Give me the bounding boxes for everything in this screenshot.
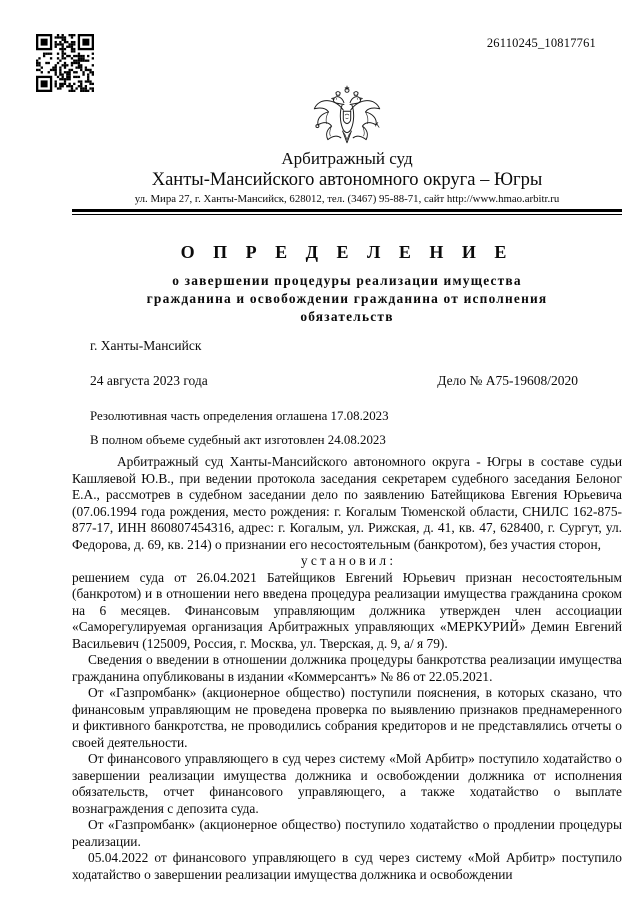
body-paragraph: От финансового управляющего в суд через систему «Мой Арбитр» поступило ходатайство о завершении реализации имущества должника и освобождении должника от исполнения обязательств, отчет финансового управляющего, а также ходатайство о выплате вознаграждения с депозита суда.	[72, 751, 622, 816]
coat-of-arms-icon	[72, 0, 622, 148]
document-title: О П Р Е Д Е Л Е Н И Е	[180, 242, 514, 262]
full-act-made-line: В полном объеме судебный акт изготовлен 24.08.2023	[90, 433, 386, 447]
intro-paragraph: Арбитражный суд Ханты-Мансийского автономного округа - Югры в составе судьи Кашляевой Ю.В., при ведении протокола заседания секретарем судебного заседания Белоног Е.А., рассмотрев в судебном заседании дело по заявлению Батейщикова Евгения Юрьевича (07.06.1994 года рождения, место рождения: г. Когалым Тюменской области, СНИЛС 162-875-877-17, ИНН 860807454316, адрес: г. Когалым, ул. Рижская, д. 41, кв. 47, 628400, г. Сургут, ул. Федорова, д. 69, кв. 214) о признании его несостоятельным (банкротом), без участия сторон,	[72, 454, 622, 552]
date-case-row	[72, 372, 622, 389]
decision-date: 24 августа 2023 года	[90, 373, 208, 388]
city-label: г. Ханты-Мансийск	[90, 338, 202, 353]
document-content	[72, 0, 622, 883]
body-paragraph: От «Газпромбанк» (акционерное общество) поступили пояснения, в которых сказано, что финансовым управляющим не проведена проверка по выявлению признаков преднамеренного и фиктивного банкротства, не проводились собрания кредиторов и не представлялись отчеты о своей деятельности.	[72, 685, 622, 750]
court-name-line1: Арбитражный суд	[281, 149, 413, 168]
case-number: Дело № А75-19608/2020	[437, 373, 578, 388]
body-paragraph: 05.04.2022 от финансового управляющего в суд через систему «Мой Арбитр» поступило ходатайство о завершении реализации имущества должника и освобождении	[72, 850, 622, 882]
document-subtitle	[72, 272, 622, 326]
body-paragraph: От «Газпромбанк» (акционерное общество) поступило ходатайство о продлении процедуры реализации.	[72, 817, 622, 849]
subtitle-line: о завершении процедуры реализации имущества	[172, 273, 522, 288]
subtitle-line: обязательств	[300, 309, 394, 324]
document-body	[72, 454, 622, 883]
body-paragraph: Сведения о введении в отношении должника процедуры банкротства реализации имущества гражданина опубликованы в издании «Коммерсантъ» № 86 от 22.05.2021.	[72, 652, 622, 684]
court-address: ул. Мира 27, г. Ханты-Мансийск, 628012, тел. (3467) 95-88-71, сайт http://www.hmao.arbitr.ru	[134, 193, 560, 205]
subtitle-line: гражданина и освобождении гражданина от исполнения	[146, 291, 548, 306]
body-paragraph: решением суда от 26.04.2021 Батейщиков Евгений Юрьевич признан несостоятельным (банкротом) и в отношении него введена процедура реализации имущества гражданина сроком на 6 месяцев. Финансовым управляющим должника утвержден член ассоциации «Саморегулируемая организация Арбитражных управляющих «МЕРКУРИЙ» Демин Евгений Васильевич (125009, Россия, г. Москва, ул. Тверская, д. 9, а/ я 79).	[72, 569, 622, 651]
ustanovil-label: у с т а н о в и л :	[300, 553, 394, 568]
header-divider	[72, 209, 622, 215]
resolution-announced-line: Резолютивная часть определения оглашена 17.08.2023	[90, 409, 389, 423]
document-number: 26110245_10817761	[486, 36, 596, 50]
court-name-line2: Ханты-Мансийского автономного округа – Югры	[151, 170, 543, 190]
qr-code	[36, 34, 94, 92]
